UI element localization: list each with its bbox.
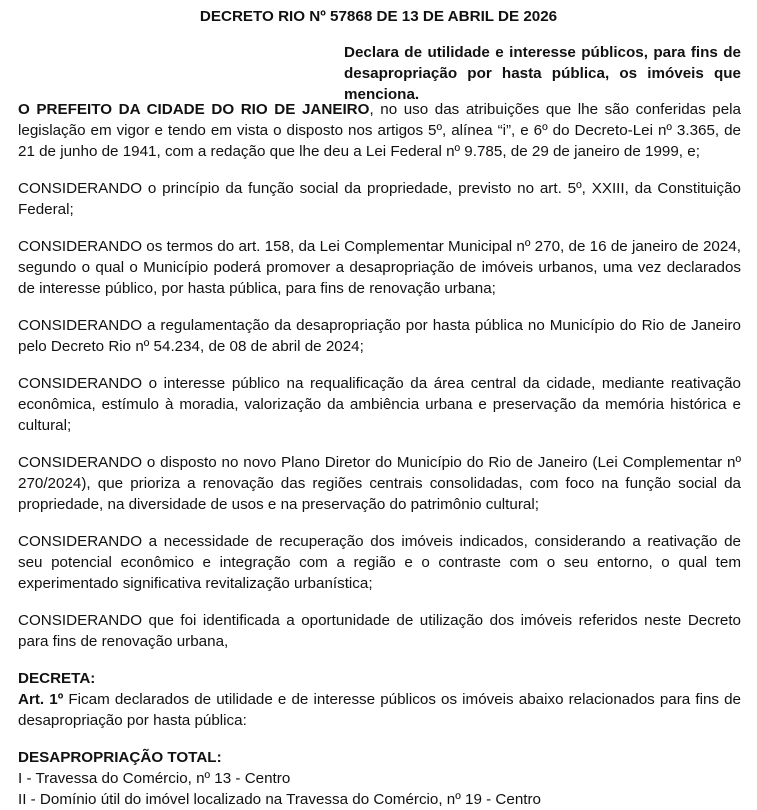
desapropriacao-title: DESAPROPRIAÇÃO TOTAL: [18, 749, 222, 766]
considerando-7: CONSIDERANDO que foi identificada a oportunidade de utilização dos imóveis referidos neste Decreto para fins de renovação urbana, [18, 612, 741, 650]
decree-ementa: Declara de utilidade e interesse públicos, para fins de desapropriação por hasta pública, os imóveis que menciona. [344, 44, 741, 103]
list-item: I - Travessa do Comércio, nº 13 - Centro [18, 770, 291, 787]
considerando-6: CONSIDERANDO a necessidade de recuperação dos imóveis indicados, considerando a reativação de seu potencial econômico e integração com a região e o contraste com o seu entorno, o qual tem experimentado significativa revitalização urbanística; [18, 533, 741, 592]
decree-body [18, 99, 741, 810]
decree-title: DECRETO RIO Nº 57868 DE 13 DE ABRIL DE 2026 [199, 8, 558, 25]
decreta-label: DECRETA: [18, 670, 96, 687]
considerando-5: CONSIDERANDO o disposto no novo Plano Diretor do Município do Rio de Janeiro (Lei Complementar nº 270/2024), que prioriza a renovação das regiões centrais consolidadas, com foco na função social da propriedade, na diversidade de usos e na preservação do patrimônio cultural; [18, 454, 741, 513]
list-item: II - Domínio útil do imóvel localizado na Travessa do Comércio, nº 19 - Centro [18, 791, 541, 808]
considerando-3: CONSIDERANDO a regulamentação da desapropriação por hasta pública no Município do Rio de Janeiro pelo Decreto Rio nº 54.234, de 08 de abril de 2024; [18, 317, 741, 355]
preamble-paragraph [18, 99, 741, 162]
authority-label: O PREFEITO DA CIDADE DO RIO DE JANEIRO [18, 101, 370, 118]
preamble-text: , no uso das atribuições que lhe são conferidas pela legislação em vigor e tendo em vista o disposto nos artigos 5º, alínea “i”, e 6º do Decreto-Lei nº 3.365, de 21 de junho de 1941, com a redação que lhe deu a Lei Federal nº 9.785, de 29 de janeiro de 1999, e; [18, 101, 742, 160]
considerando-1: CONSIDERANDO o princípio da função social da propriedade, previsto no art. 5º, XXIII, da Constituição Federal; [18, 180, 741, 218]
considerando-2: CONSIDERANDO os termos do art. 158, da Lei Complementar Municipal nº 270, de 16 de janeiro de 2024, segundo o qual o Município poderá promover a desapropriação de imóveis urbanos, uma vez declarados de interesse público, por hasta pública, para fins de renovação urbana; [18, 238, 741, 297]
considerando-4: CONSIDERANDO o interesse público na requalificação da área central da cidade, mediante reativação econômica, estímulo à moradia, valorização da ambiência urbana e preservação da memória histórica e cultural; [18, 375, 741, 434]
article-1-text: Ficam declarados de utilidade e de interesse públicos os imóveis abaixo relacionados para fins de desapropriação por hasta pública: [18, 691, 741, 729]
article-1-label: Art. 1º [18, 691, 64, 708]
article-1 [18, 689, 741, 731]
